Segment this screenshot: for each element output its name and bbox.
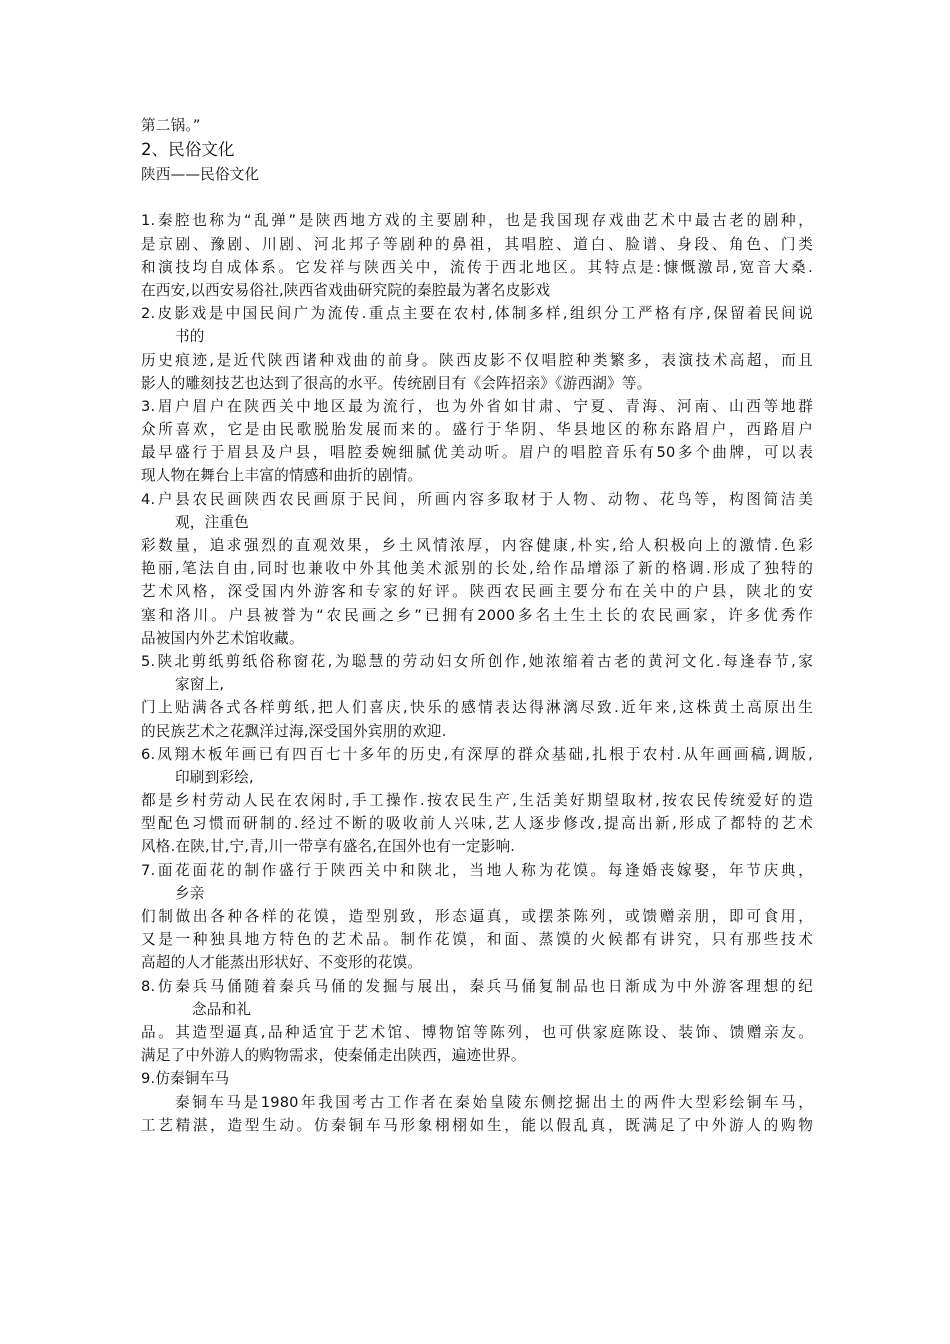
item-bronze-chariot <box>141 1067 813 1137</box>
paragraph-line: 9.仿秦铜车马 <box>141 1070 230 1088</box>
paragraph-line: 乡亲 <box>175 884 205 902</box>
item-shadow-play <box>141 302 813 395</box>
paragraph-line: 和演技均自成体系。它发祥与陕西关中，流传于西北地区。其特点是:慷慨激昂,宽音大桑. <box>141 258 813 276</box>
paragraph-line: 艺术风格，深受国内外游客和专家的好评。陕西农民画主要分布在关中的户县，陕北的安 <box>141 583 813 601</box>
paragraph-line: 3.眉户眉户在陕西关中地区最为流行，也为外省如甘肃、宁夏、青海、河南、山西等地群 <box>141 397 813 415</box>
paragraph-line: 众所喜欢，它是由民歌脱胎发展而来的。盛行于华阴、华县地区的称东路眉户，西路眉户 <box>141 421 813 439</box>
paragraph-line: 艳丽,笔法自由,同时也兼收中外其他美术派别的长处,给作品增添了新的格调.形成了独特的 <box>141 560 813 578</box>
paragraph-line: 2.皮影戏是中国民间广为流传.重点主要在农村,体制多样,组织分工严格有序,保留着民间说 <box>141 305 813 323</box>
paragraph-line: 品被国内外艺术馆收藏。 <box>141 629 304 647</box>
paragraph-line: 的民族艺术之花飘洋过海,深受国外宾朋的欢迎. <box>141 722 447 740</box>
paragraph-line: 1.秦腔也称为“乱弹”是陕西地方戏的主要剧种，也是我国现存戏曲艺术中最古老的剧种， <box>141 212 813 230</box>
paragraph-line: 念品和礼 <box>192 1000 252 1018</box>
paragraph-line: 8.仿秦兵马俑随着秦兵马俑的发掘与展出，秦兵马俑复制品也日渐成为中外游客理想的纪 <box>141 977 813 995</box>
paragraph-line: 满足了中外游人的购物需求，使秦俑走出陕西，遍迹世界。 <box>141 1047 526 1065</box>
paragraph-line: 们制做出各种各样的花馍，造型别致，形态逼真，或摆茶陈列，或馈赠亲朋，即可食用， <box>141 908 813 925</box>
paragraph-line: 最早盛行于眉县及户县，唱腔委婉细腻优美动听。眉户的唱腔音乐有50多个曲牌，可以表 <box>141 444 813 462</box>
item-flower-bun <box>141 859 813 975</box>
paragraph-line: 6.凤翔木板年画已有四百七十多年的历史,有深厚的群众基础,扎根于农村.从年画画稿,调版, <box>141 745 813 763</box>
paragraph-line: 影人的雕刻技艺也达到了很高的水平。传统剧目有《会阵招亲》《游西湖》等。 <box>141 374 652 392</box>
paragraph-line: 观，注重色 <box>175 513 249 531</box>
paragraph-line: 型配色习惯而研制的.经过不断的吸收前人兴味,艺人逐步修改,提高出新,形成了都特的艺术 <box>141 815 813 833</box>
item-terracotta-replica <box>141 975 813 1068</box>
continuation-text: 第二锅。” <box>141 117 201 134</box>
paragraph-line: 彩数量，追求强烈的直观效果，乡土风情浓厚，内容健康,朴实,给人积极向上的激情.色彩 <box>141 537 813 554</box>
blank-line <box>141 186 813 209</box>
paragraph-line: 秦铜车马是1980年我国考古工作者在秦始皇陵东侧挖掘出土的两件大型彩绘铜车马， <box>175 1093 813 1111</box>
item-paper-cutting <box>141 650 813 743</box>
paragraph-line: 风格.在陕,甘,宁,青,川一带享有盛名,在国外也有一定影响. <box>141 838 516 856</box>
item-qinqiang <box>141 209 813 302</box>
paragraph-line: 工艺精湛，造型生动。仿秦铜车马形象栩栩如生，能以假乱真，既满足了中外游人的购物 <box>141 1116 813 1134</box>
paragraph-line: 高超的人才能蒸出形状好、不变形的花馍。 <box>141 954 423 972</box>
paragraph-line: 塞和洛川。户县被誉为“农民画之乡”已拥有2000多名土生土长的农民画家，许多优秀作 <box>141 606 813 624</box>
paragraph-line: 书的 <box>175 328 205 346</box>
paragraph-line: 在西安,以西安易俗社,陕西省戏曲研究院的秦腔最为著名皮影戏 <box>141 281 551 299</box>
paragraph-line: 现人物在舞台上丰富的情感和曲折的剧情。 <box>141 467 423 485</box>
paragraph-line: 印刷到彩绘, <box>175 768 254 786</box>
subheading: 陕西——民俗文化 <box>141 166 260 184</box>
item-woodblock-print <box>141 743 813 859</box>
paragraph-line: 是京剧、豫剧、川剧、河北邦子等剧种的鼻祖，其唱腔、道白、脸谱、身段、角色、门类 <box>141 235 813 253</box>
item-meihu <box>141 395 813 488</box>
paragraph-line: 品。其造型逼真,品种适宜于艺术馆、博物馆等陈列，也可供家庭陈设、装饰、馈赠亲友。 <box>141 1023 813 1041</box>
paragraph-line: 都是乡村劳动人民在农闲时,手工操作.按农民生产,生活美好期望取材,按农民传统爱好的造 <box>141 792 813 810</box>
document-body <box>141 114 813 1137</box>
paragraph-line: 5.陕北剪纸剪纸俗称窗花,为聪慧的劳动妇女所创作,她浓缩着古老的黄河文化.每逢春节,家 <box>141 652 813 670</box>
paragraph-line: 历史痕迹,是近代陕西诸种戏曲的前身。陕西皮影不仅唱腔种类繁多，表演技术高超，而且 <box>141 351 813 369</box>
paragraph-line: 4.户县农民画陕西农民画原于民间，所画内容多取材于人物、动物、花鸟等，构图简洁美 <box>141 490 813 508</box>
paragraph-line: 又是一种独具地方特色的艺术品。制作花馍，和面、蒸馍的火候都有讲究，只有那些技术 <box>141 931 813 949</box>
paragraph-line: 7.面花面花的制作盛行于陕西关中和陕北，当地人称为花馍。每逢婚丧嫁娶，年节庆典， <box>141 861 813 879</box>
item-farmer-painting <box>141 488 813 650</box>
paragraph-line: 家窗上, <box>175 676 225 694</box>
section-heading: 2、民俗文化 <box>141 140 235 160</box>
paragraph-line: 门上贴满各式各样剪纸,把人们喜庆,快乐的感情表达得淋漓尽致.近年来,这株黄土高原出生 <box>141 699 813 717</box>
